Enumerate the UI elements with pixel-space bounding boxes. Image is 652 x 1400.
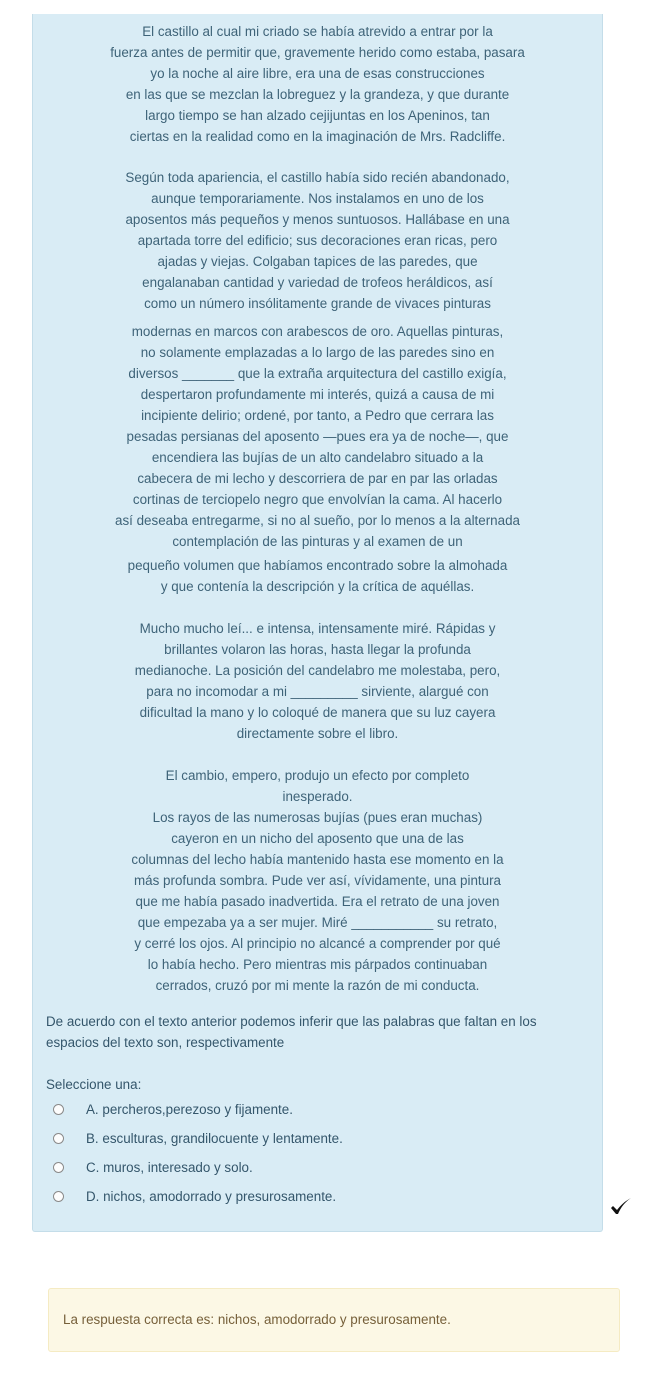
passage-line: brillantes volaron las horas, hasta llegar la profunda <box>164 642 471 657</box>
passage-line: cerrados, cruzó por mi mente la razón de mi conducta. <box>155 978 480 993</box>
passage-line: aunque temporariamente. Nos instalamos en uno de los <box>151 191 484 206</box>
passage-line: Según toda apariencia, el castillo había sido recién abandonado, <box>125 170 510 185</box>
passage-paragraph-2 <box>45 167 590 314</box>
radio-button-a[interactable] <box>53 1104 64 1115</box>
passage-line: apartada torre del edificio; sus decoraciones eran ricas, pero <box>137 233 498 248</box>
passage-line: lo había hecho. Pero mientras mis párpados continuaban <box>147 957 488 972</box>
passage-line: y cerré los ojos. Al principio no alcancé a comprender por qué <box>134 936 501 951</box>
passage-line: diversos _______ que la extraña arquitectura del castillo exigía, <box>128 366 507 381</box>
answer-option-d[interactable] <box>53 1186 336 1206</box>
passage-line: encendiera las bujías de un alto candelabro situado a la <box>151 450 484 465</box>
passage-line: ciertas en la realidad como en la imaginación de Mrs. Radcliffe. <box>129 129 506 144</box>
passage-paragraph-4 <box>45 555 590 597</box>
passage-line: en las que se mezclan la lobreguez y la grandeza, y que durante <box>125 87 510 102</box>
passage-line: fuerza antes de permitir que, gravemente herido como estaba, pasara <box>110 45 525 60</box>
passage-line: así deseaba entregarme, si no al sueño, por lo menos a la alternada <box>115 513 520 528</box>
correct-answer-text: La respuesta correcta es: nichos, amodorrado y presurosamente. <box>63 1312 451 1327</box>
radio-button-b[interactable] <box>53 1133 64 1144</box>
passage-line: pequeño volumen que habíamos encontrado sobre la almohada <box>127 558 508 573</box>
answer-option-a[interactable] <box>53 1099 293 1119</box>
passage-line: El castillo al cual mi criado se había atrevido a entrar por la <box>142 24 493 39</box>
passage-paragraph-1 <box>45 21 590 147</box>
passage-paragraph-5 <box>45 618 590 744</box>
correct-answer-feedback <box>48 1288 620 1352</box>
passage-line: Los rayos de las numerosas bujías (pues eran muchas) <box>152 810 483 825</box>
passage-line: que me había pasado inadvertida. Era el retrato de una joven <box>135 894 500 909</box>
passage-line: columnas del lecho había mantenido hasta ese momento en la <box>131 852 504 867</box>
passage-line: cabecera de mi lecho y descorriera de par en par las orladas <box>137 471 498 486</box>
passage-line: aposentos más pequeños y menos suntuosos. Hallábase en una <box>125 212 510 227</box>
passage-line: no solamente emplazadas a lo largo de las paredes sino en <box>140 345 495 360</box>
passage-line: cayeron en un nicho del aposento que una de las <box>171 831 464 846</box>
question-box <box>32 14 603 1232</box>
passage-paragraph-6 <box>45 765 590 996</box>
passage-line: despertaron profundamente mi interés, quizá a causa de mi <box>140 387 495 402</box>
passage-line: medianoche. La posición del candelabro me molestaba, pero, <box>134 663 501 678</box>
passage-line: que empezaba ya a ser mujer. Miré ___________ su retrato, <box>137 915 498 930</box>
passage-line: cortinas de terciopelo negro que envolvían la cama. Al hacerlo <box>132 492 503 507</box>
question-prompt: De acuerdo con el texto anterior podemos inferir que las palabras que faltan en los espacios del texto son, respectivamente <box>46 1014 537 1050</box>
passage-line: más profunda sombra. Pude ver así, vívidamente, una pintura <box>134 873 501 888</box>
passage-line: El cambio, empero, produjo un efecto por completo <box>165 768 470 783</box>
passage-line: inesperado. <box>282 789 353 804</box>
passage-line: engalanaban cantidad y variedad de trofeos heráldicos, así <box>142 275 493 290</box>
passage-line: directamente sobre el libro. <box>236 726 399 741</box>
answer-option-label[interactable]: C. muros, interesado y solo. <box>86 1159 253 1175</box>
answer-option-b[interactable] <box>53 1128 343 1148</box>
passage-line: ajadas y viejas. Colgaban tapices de las paredes, que <box>157 254 478 269</box>
radio-button-c[interactable] <box>53 1162 64 1173</box>
passage-line: dificultad la mano y lo coloqué de manera que su luz cayera <box>139 705 496 720</box>
radio-button-d[interactable] <box>53 1191 64 1202</box>
passage-line: yo la noche al aire libre, era una de esas construcciones <box>150 66 485 81</box>
answer-option-label[interactable]: B. esculturas, grandilocuente y lentamente. <box>86 1130 343 1146</box>
checkmark-icon <box>609 1196 634 1218</box>
passage-line: como un número insólitamente grande de vivaces pinturas <box>144 296 491 311</box>
answer-option-label[interactable]: D. nichos, amodorrado y presurosamente. <box>86 1188 337 1204</box>
passage-line: Mucho mucho leí... e intensa, intensamente miré. Rápidas y <box>139 621 496 636</box>
passage-line: pesadas persianas del aposento —pues era ya de noche—, que <box>126 429 509 444</box>
passage-paragraph-3 <box>45 321 590 552</box>
select-one-label: Seleccione una: <box>46 1077 142 1092</box>
answer-option-c[interactable] <box>53 1157 253 1177</box>
passage-line: modernas en marcos con arabescos de oro. Aquellas pinturas, <box>131 324 504 339</box>
passage-line: y que contenía la descripción y la crítica de aquéllas. <box>160 579 475 594</box>
passage-line: incipiente delirio; ordené, por tanto, a Pedro que cerrara las <box>141 408 494 423</box>
passage-line: para no incomodar a mi _________ sirviente, alargué con <box>146 684 489 699</box>
answer-option-label[interactable]: A. percheros,perezoso y fijamente. <box>86 1101 293 1117</box>
passage-line: contemplación de las pinturas y al examen de un <box>172 534 463 549</box>
passage-line: largo tiempo se han alzado cejijuntas en los Apeninos, tan <box>145 108 490 123</box>
